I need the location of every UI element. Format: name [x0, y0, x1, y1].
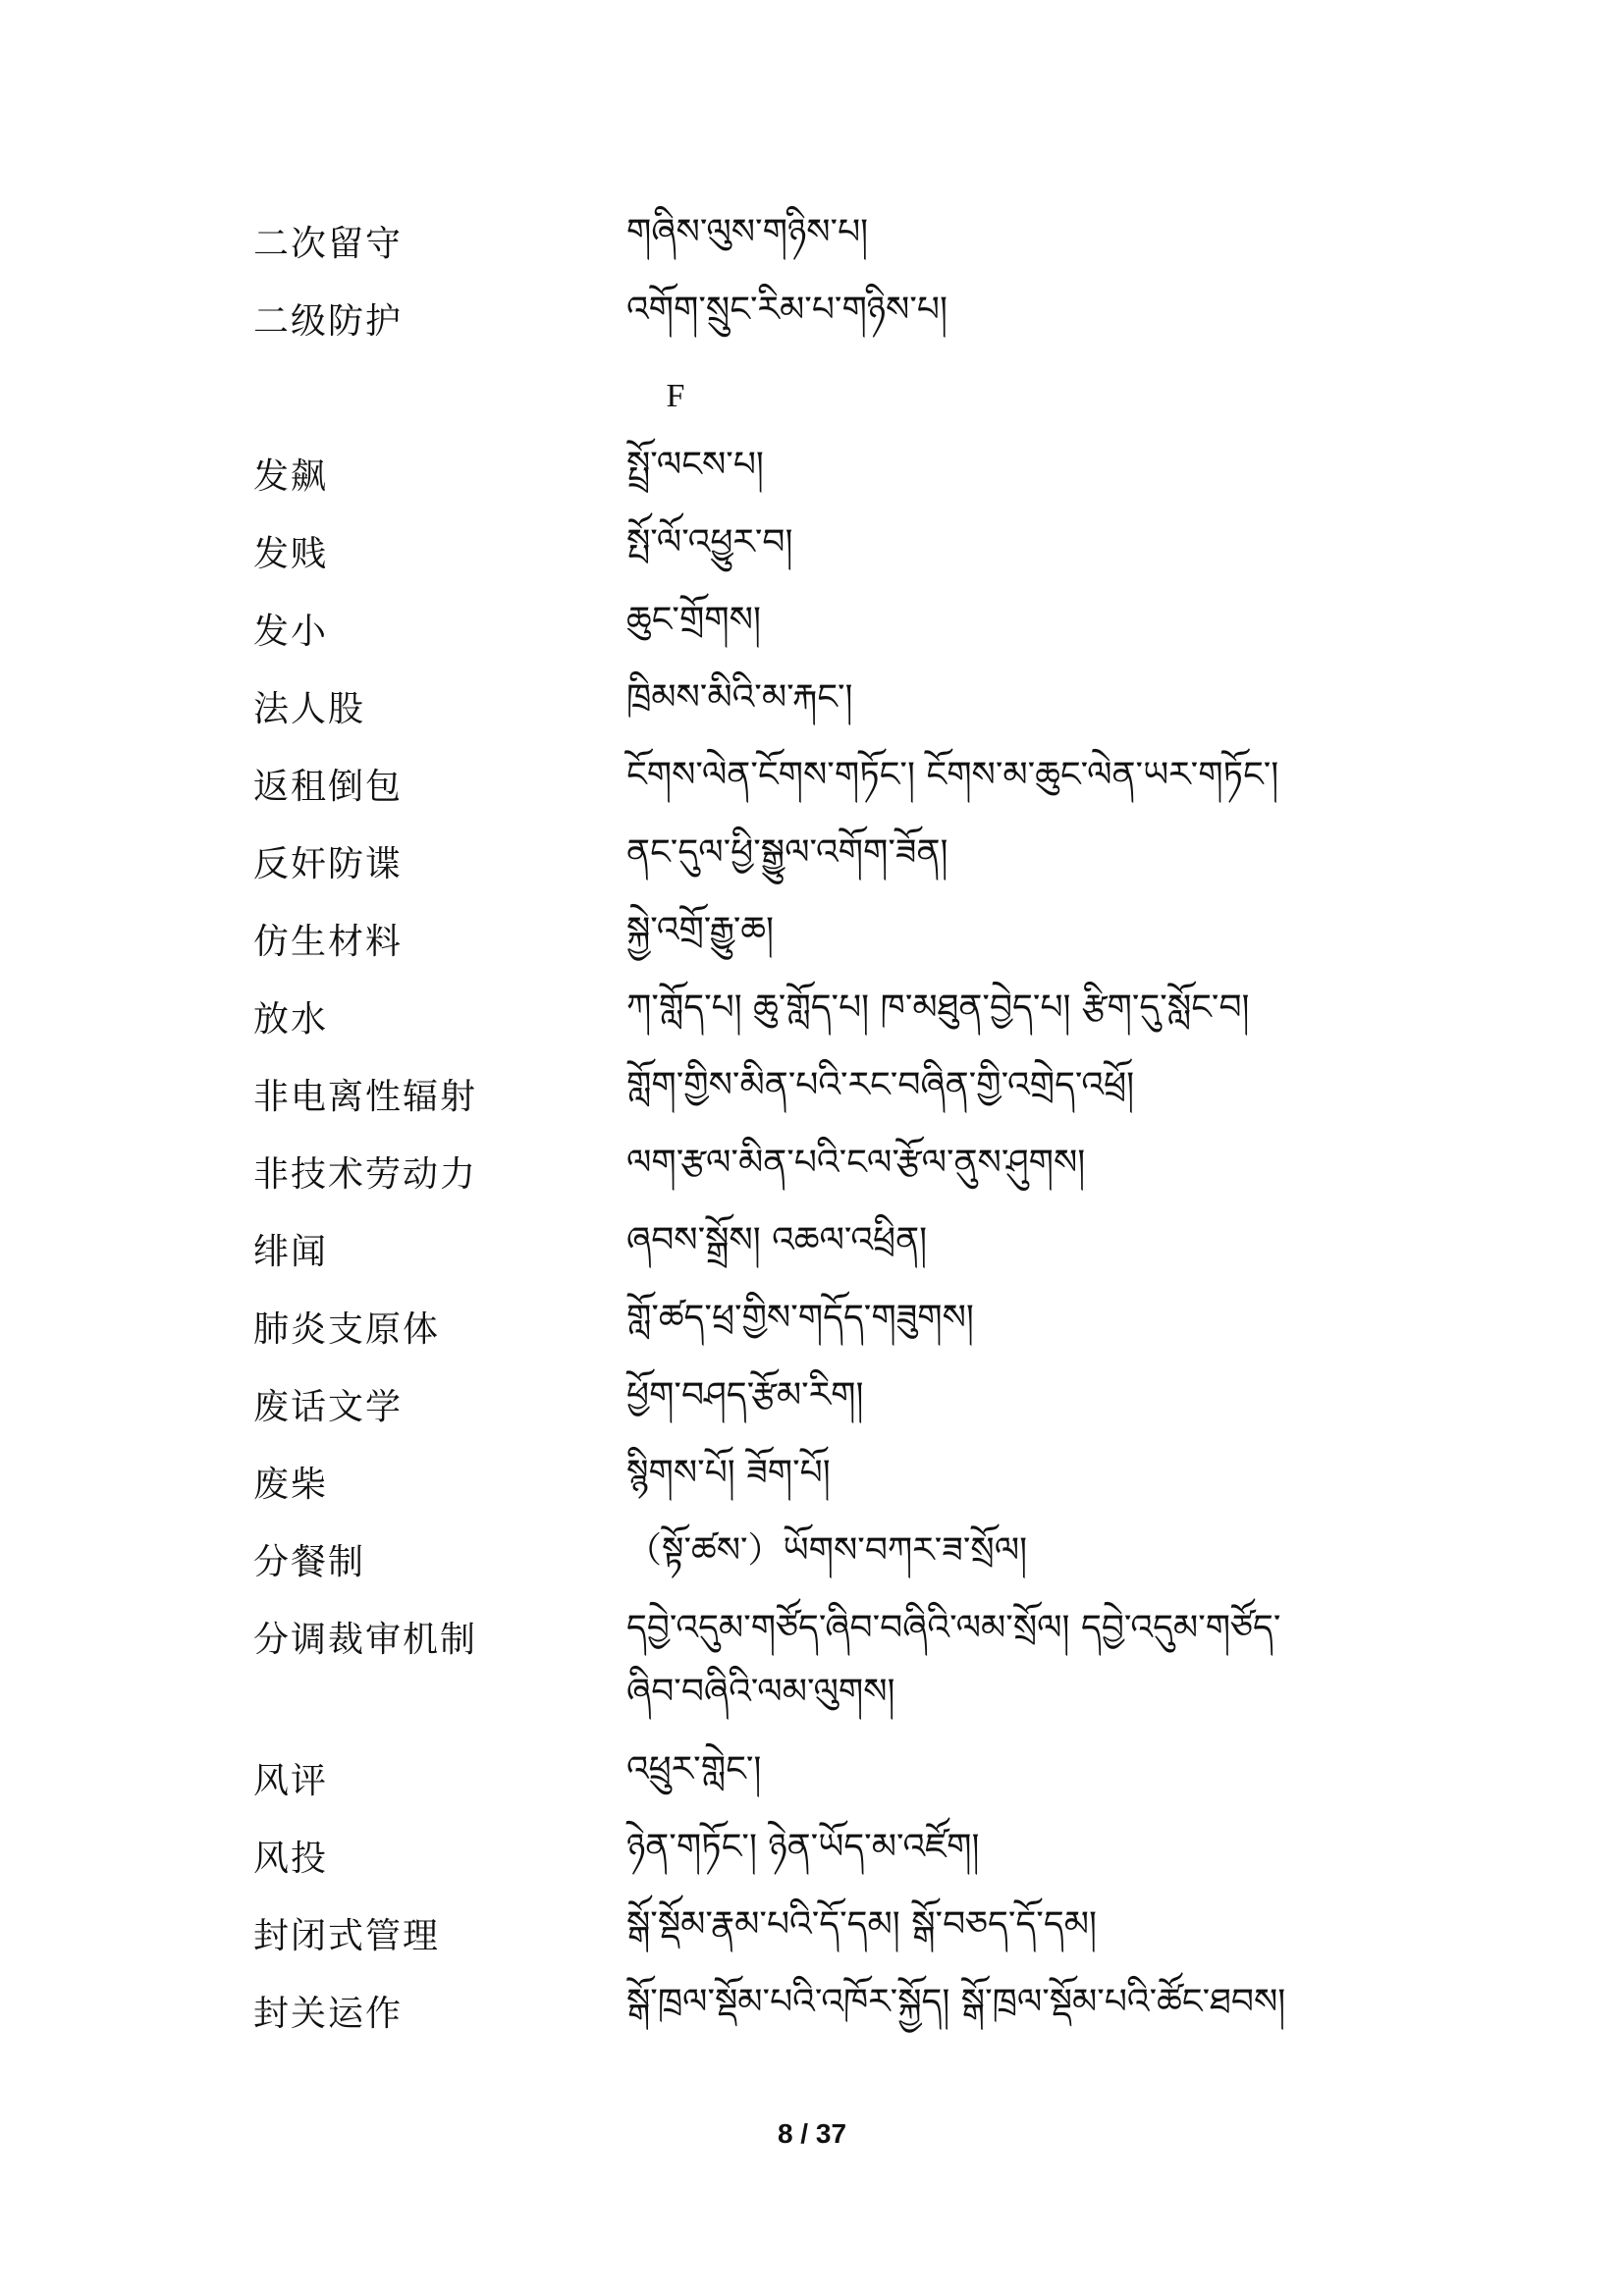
chinese-term: 肺炎支原体 [253, 1309, 441, 1350]
tibetan-translation: （སྟོ་ཚས་）ཡོགས་བཀར་ཟ་སྲོལ། [626, 1529, 1028, 1571]
tibetan-translation: ངོགས་ལེན་ངོགས་གཏོང་། ངོགས་མ་ཆུང་ལེན་ཡར་གཏོང་། [626, 754, 1279, 795]
glossary-list [253, 202, 1373, 2050]
chinese-term: 二次留守 [253, 224, 404, 264]
tibetan-translation: སྒོ་ཁྲལ་སྡོམ་པའི་འཁོར་སྐྱོད། སྒོ་ཁྲལ་སྡོམ་པའི་ཚོང་ཐབས། [626, 1981, 1286, 2022]
chinese-term: 废柴 [253, 1465, 329, 1505]
tibetan-translation: ནང་དུལ་ཕྱི་སྒྱུལ་འགོག་ཟོན། [626, 831, 948, 873]
tibetan-translation: འཕྲུར་གླེང་། [626, 1748, 762, 1789]
chinese-term: 返租倒包 [253, 767, 404, 807]
tibetan-translation: ཆུང་གྲོགས། [626, 599, 761, 640]
tibetan-translation: ཁྲིམས་མིའི་མ་རྐང་། [626, 676, 853, 718]
section-heading-letter: F [666, 377, 685, 414]
glossary-entry [253, 435, 1373, 512]
tibetan-translation-line1: དབྱེ་འདུམ་གཙོད་ཞིབ་བཞིའི་ལམ་སྲོལ། དབྱེ་འདུམ་གཙོད་ [626, 1607, 1281, 1648]
chinese-term: 法人股 [253, 689, 366, 729]
chinese-term: 发小 [253, 612, 329, 652]
tibetan-translation: སྤྲོ་ལངས་པ། [626, 444, 764, 485]
glossary-entry [253, 1972, 1373, 2050]
tibetan-translation-line2: ཞིབ་བཞིའི་ལམ་ལུགས། [626, 1671, 895, 1712]
tibetan-translation: ཞབས་སྒྲོས། འཆལ་འཕྲིན། [626, 1219, 928, 1260]
tibetan-translation: སྤོ་ལོ་འཕྱུར་བ། [626, 521, 793, 562]
tibetan-translation: གློག་གྱིས་མིན་པའི་རང་བཞིན་གྱི་འགྲེད་འཕྲོ། [626, 1064, 1135, 1105]
page-separator: / [792, 2118, 816, 2149]
chinese-term: 风评 [253, 1761, 329, 1801]
chinese-term: 反奸防谍 [253, 844, 404, 884]
chinese-term: 发贱 [253, 534, 329, 574]
chinese-term: 废话文学 [253, 1387, 404, 1427]
page-number [0, 2118, 1624, 2150]
tibetan-translation: ཉེན་གཏོང་། ཉེན་ཡོད་མ་འཛོག། [626, 1826, 980, 1867]
tibetan-translation: ལག་རྩལ་མིན་པའི་ངལ་རྩོལ་ནུས་ཤུགས། [626, 1142, 1086, 1183]
glossary-entry [253, 823, 1373, 900]
chinese-term: 封关运作 [253, 1994, 404, 2034]
chinese-term: 仿生材料 [253, 922, 404, 962]
tibetan-translation: འགོག་སྲུང་རིམ་པ་གཉིས་པ། [626, 289, 947, 330]
chinese-term: 分餐制 [253, 1542, 366, 1582]
tibetan-translation: གཞིས་ལུས་གཉིས་པ། [626, 211, 869, 252]
glossary-entry [253, 280, 1373, 357]
tibetan-translation: སྒོ་སྡོམ་རྣམ་པའི་དོ་དམ། སྒོ་བཅད་དོ་དམ། [626, 1903, 1097, 1945]
total-pages: 37 [815, 2118, 847, 2149]
current-page: 8 [777, 2118, 793, 2149]
chinese-term: 非电离性辐射 [253, 1077, 478, 1117]
glossary-entry [253, 512, 1373, 590]
tibetan-translation: སྙིགས་པོ། ཟོག་པོ། [626, 1452, 831, 1493]
chinese-term: 绯闻 [253, 1232, 329, 1272]
chinese-term: 二级防护 [253, 301, 404, 342]
tibetan-translation: ཕྱོག་བཤད་རྩོམ་རིག། [626, 1374, 864, 1415]
chinese-term: 风投 [253, 1839, 329, 1879]
tibetan-translation: གློ་ཚད་ཕྲ་གྱིས་གདོད་གཟུགས། [626, 1297, 974, 1338]
chinese-term: 分调裁审机制 [253, 1620, 478, 1660]
chinese-term: 封闭式管理 [253, 1916, 441, 1956]
chinese-term: 非技术劳动力 [253, 1154, 478, 1195]
tibetan-translation: སྐྱེ་འགྲོ་རྒྱུ་ཆ། [626, 909, 775, 950]
chinese-term: 发飙 [253, 456, 329, 497]
tibetan-translation: ཀ་གློད་པ། ཆུ་གློད་པ། ཁ་མཐུན་བྱེད་པ། རྩིག་དུ་སློང་བ། [626, 987, 1250, 1028]
chinese-term: 放水 [253, 999, 329, 1040]
